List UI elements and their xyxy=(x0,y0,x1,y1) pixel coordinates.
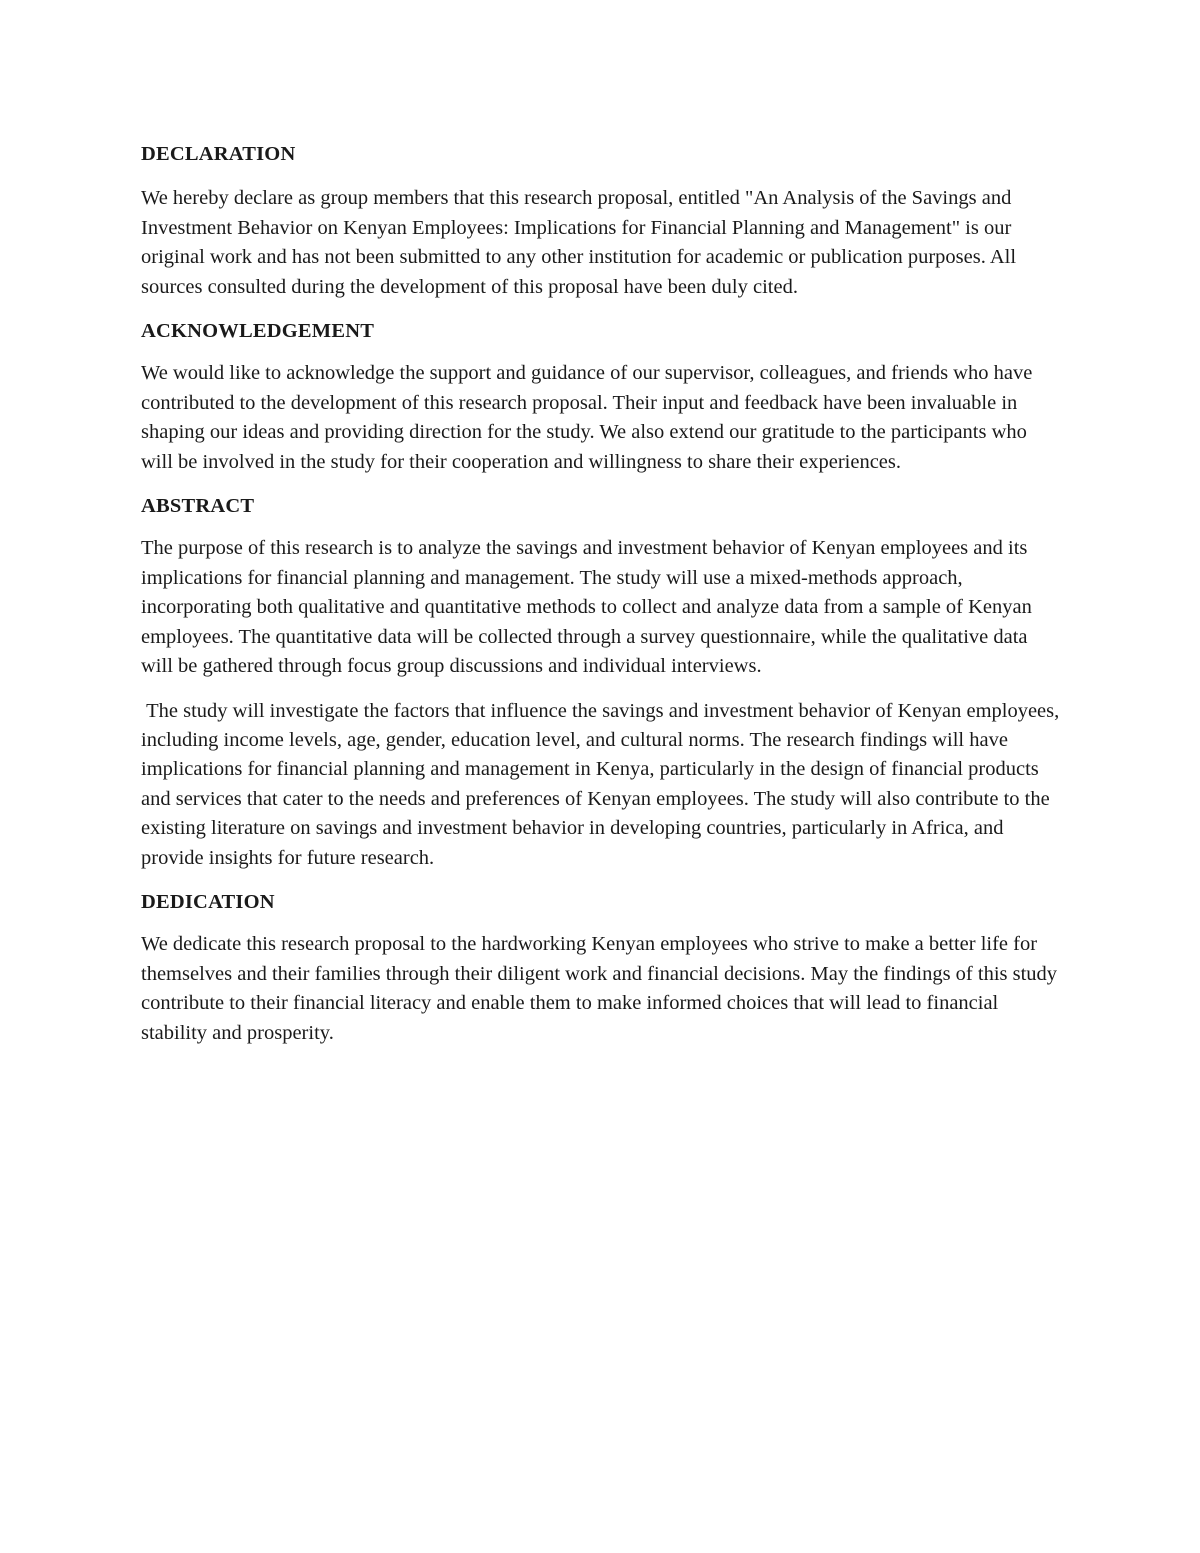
abstract-paragraph-2: The study will investigate the factors that influence the savings and investment behavior of Kenyan employees, including income levels, age, gender, education level, and cultural norms. The research findings will have implications for financial planning and management in Kenya, particularly in the design of financial products and services that cater to the needs and preferences of Kenyan employees. The study will also contribute to the existing literature on savings and investment behavior in developing countries, particularly in Africa, and provide insights for future research. xyxy=(141,699,1065,869)
dedication-paragraph: We dedicate this research proposal to the hardworking Kenyan employees who strive to make a better life for themselves and their families through their diligent work and financial decisions. May the findings of this study contribute to their financial literacy and enable them to make informed choices that will lead to financial stability and prosperity. xyxy=(141,933,1058,1044)
declaration-heading: DECLARATION xyxy=(141,143,296,165)
abstract-paragraph-1: The purpose of this research is to analyze the savings and investment behavior of Kenyan employees and its implications for financial planning and management. The study will use a mixed-methods approach, incorporating both qualitative and quantitative methods to collect and analyze data from a sample of Kenyan employees. The quantitative data will be collected through a survey questionnaire, while the qualitative data will be gathered through focus group discussions and individual interviews. xyxy=(141,537,1032,678)
acknowledgement-paragraph: We would like to acknowledge the support and guidance of our supervisor, colleagues, and friends who have contributed to the development of this research proposal. Their input and feedback have been invaluable in shaping our ideas and providing direction for the study. We also extend our gratitude to the participants who will be involved in the study for their cooperation and willingness to share their experiences. xyxy=(141,362,1033,473)
abstract-heading: ABSTRACT xyxy=(141,495,255,518)
acknowledgement-heading: ACKNOWLEDGEMENT xyxy=(141,320,375,343)
document-body xyxy=(141,140,1065,1048)
dedication-heading: DEDICATION xyxy=(141,890,275,913)
declaration-paragraph: We hereby declare as group members that this research proposal, entitled "An Analysis of the Savings and Investment Behavior on Kenyan Employees: Implications for Financial Planning and Management" is our original work and has not been submitted to any other institution for academic or publication purposes. All sources consulted during the development of this proposal have been duly cited. xyxy=(141,187,1017,298)
